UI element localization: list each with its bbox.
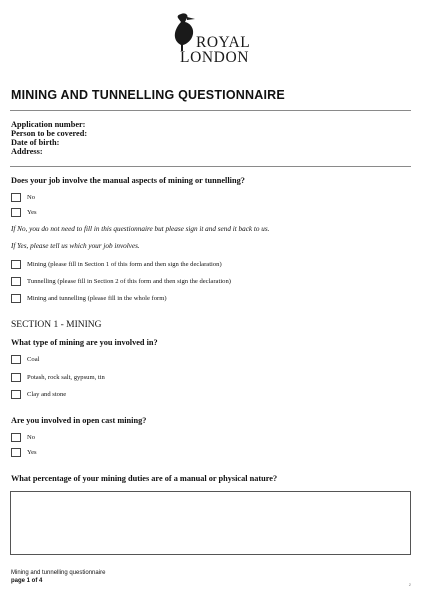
option-label: No: [27, 434, 36, 441]
section-heading: SECTION 1 - MINING: [11, 320, 102, 330]
option-tunnelling[interactable]: [11, 276, 231, 287]
option-label: Mining and tunnelling (please fill in the whole form): [27, 295, 167, 302]
checkbox[interactable]: [11, 390, 21, 399]
checkbox[interactable]: [11, 448, 21, 457]
page-number: page 1 of 4: [11, 578, 43, 584]
checkbox[interactable]: [11, 193, 21, 202]
option-no[interactable]: [11, 432, 35, 443]
option-yes[interactable]: [11, 447, 37, 458]
note-if-no: If No, you do not need to fill in this questionnaire but please sign it and send it back to us.: [11, 225, 270, 233]
divider: [10, 110, 411, 111]
option-label: No: [27, 194, 36, 201]
checkbox[interactable]: [11, 433, 21, 442]
brand-line-1: ROYAL: [196, 34, 251, 51]
date-of-birth-label: Date of birth:: [11, 138, 60, 147]
divider: [10, 166, 411, 167]
checkbox[interactable]: [11, 277, 21, 286]
answer-textarea[interactable]: [10, 491, 411, 555]
question-manual-percentage: What percentage of your mining duties are of a manual or physical nature?: [11, 474, 278, 483]
brand-line-2: LONDON: [180, 49, 250, 66]
checkbox[interactable]: [11, 294, 21, 303]
option-label: Coal: [27, 356, 40, 363]
corner-mark: 2: [408, 582, 411, 587]
option-label: Yes: [27, 209, 37, 216]
footer-doc-name: Mining and tunnelling questionnaire: [11, 570, 106, 576]
royal-london-logo: [168, 12, 258, 66]
option-label: Clay and stone: [27, 391, 67, 398]
option-mining-and-tunnelling[interactable]: [11, 293, 167, 304]
question-manual-aspects: Does your job involve the manual aspects of mining or tunnelling?: [11, 176, 245, 185]
person-covered-label: Person to be covered:: [11, 129, 88, 138]
question-open-cast: Are you involved in open cast mining?: [11, 416, 147, 425]
option-no[interactable]: [11, 192, 35, 203]
question-mining-type: What type of mining are you involved in?: [11, 338, 158, 347]
checkbox[interactable]: [11, 208, 21, 217]
option-label: Potash, rock salt, gypsum, tin: [27, 374, 105, 381]
option-mining[interactable]: [11, 259, 222, 270]
page-title: MINING AND TUNNELLING QUESTIONNAIRE: [11, 88, 285, 102]
address-label: Address:: [11, 147, 43, 156]
option-label: Mining (please fill in Section 1 of this form and then sign the declaration): [27, 261, 222, 268]
option-yes[interactable]: [11, 207, 37, 218]
note-if-yes: If Yes, please tell us which your job involves.: [11, 242, 140, 250]
option-coal[interactable]: [11, 354, 39, 365]
checkbox[interactable]: [11, 260, 21, 269]
option-potash[interactable]: [11, 372, 105, 383]
checkbox[interactable]: [11, 373, 21, 382]
checkbox[interactable]: [11, 355, 21, 364]
option-label: Tunnelling (please fill in Section 2 of this form and then sign the declaration): [27, 278, 231, 285]
option-clay-stone[interactable]: [11, 389, 66, 400]
application-number-label: Application number:: [11, 120, 86, 129]
option-label: Yes: [27, 449, 37, 456]
